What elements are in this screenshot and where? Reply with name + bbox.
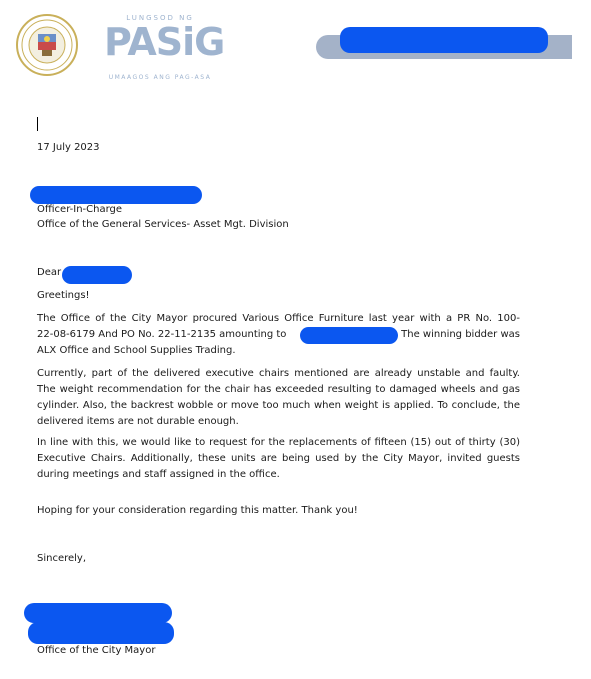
para3-line3: during meetings and staff assigned in the office.: [37, 469, 280, 480]
paragraph-procurement: [37, 311, 520, 359]
redaction-banner: [340, 27, 548, 53]
para1-line3: ALX Office and School Supplies Trading.: [37, 345, 236, 356]
para1-line2-end: The winning bidder was: [401, 329, 520, 340]
sign-off: Sincerely,: [37, 553, 87, 564]
para2-line4: delivered items are not durable enough.: [37, 416, 239, 427]
text-cursor: [37, 117, 38, 131]
signatory-office: Office of the City Mayor: [37, 645, 156, 656]
recipient-office: Office of the General Services- Asset Mgt. Division: [37, 219, 289, 230]
pasig-city-seal: [16, 14, 78, 76]
para3-line1: In line with this, we would like to request for the replacements of fifteen (15) out of thirty (30): [37, 437, 520, 448]
greeting: Greetings!: [37, 290, 90, 301]
para3-line2: Executive Chairs. Additionally, these units are being used by the City Mayor, invited guests: [37, 453, 520, 464]
para2-line1: Currently, part of the delivered executive chairs mentioned are already unstable and faulty.: [37, 368, 520, 379]
para2-line3: cylinder. Also, the backrest wobble or move too much when weight is applied. To conclude, the: [37, 400, 520, 411]
salutation: Dear: [37, 267, 62, 278]
paragraph-condition: [37, 366, 520, 430]
logo-tagline: UMAAGOS ANG PAG-ASA: [108, 74, 212, 81]
para1-line1: The Office of the City Mayor procured Various Office Furniture last year with a PR No. 100-: [37, 313, 520, 324]
para1-line2: [37, 327, 520, 343]
pasig-logo: [104, 10, 225, 84]
para2-line2: The weight recommendation for the chair has exceeded resulting to damaged wheels and gas: [37, 384, 520, 395]
logo-wordmark: PASiG: [104, 20, 225, 64]
redaction-signatory-name: [24, 603, 172, 623]
redaction-amount: [300, 327, 398, 344]
para1-line2-start: 22-08-6179 And PO No. 22-11-2135 amounting to: [37, 329, 287, 340]
letter-date: 17 July 2023: [37, 142, 100, 153]
redaction-signatory-title: [28, 622, 174, 644]
recipient-title: Officer-In-Charge: [37, 204, 123, 215]
logo-top-text: LUNGSOD NG: [126, 14, 194, 22]
closing-request: Hoping for your consideration regarding this matter. Thank you!: [37, 505, 358, 516]
redaction-salutation-name: [62, 266, 132, 284]
paragraph-request: [37, 435, 520, 483]
